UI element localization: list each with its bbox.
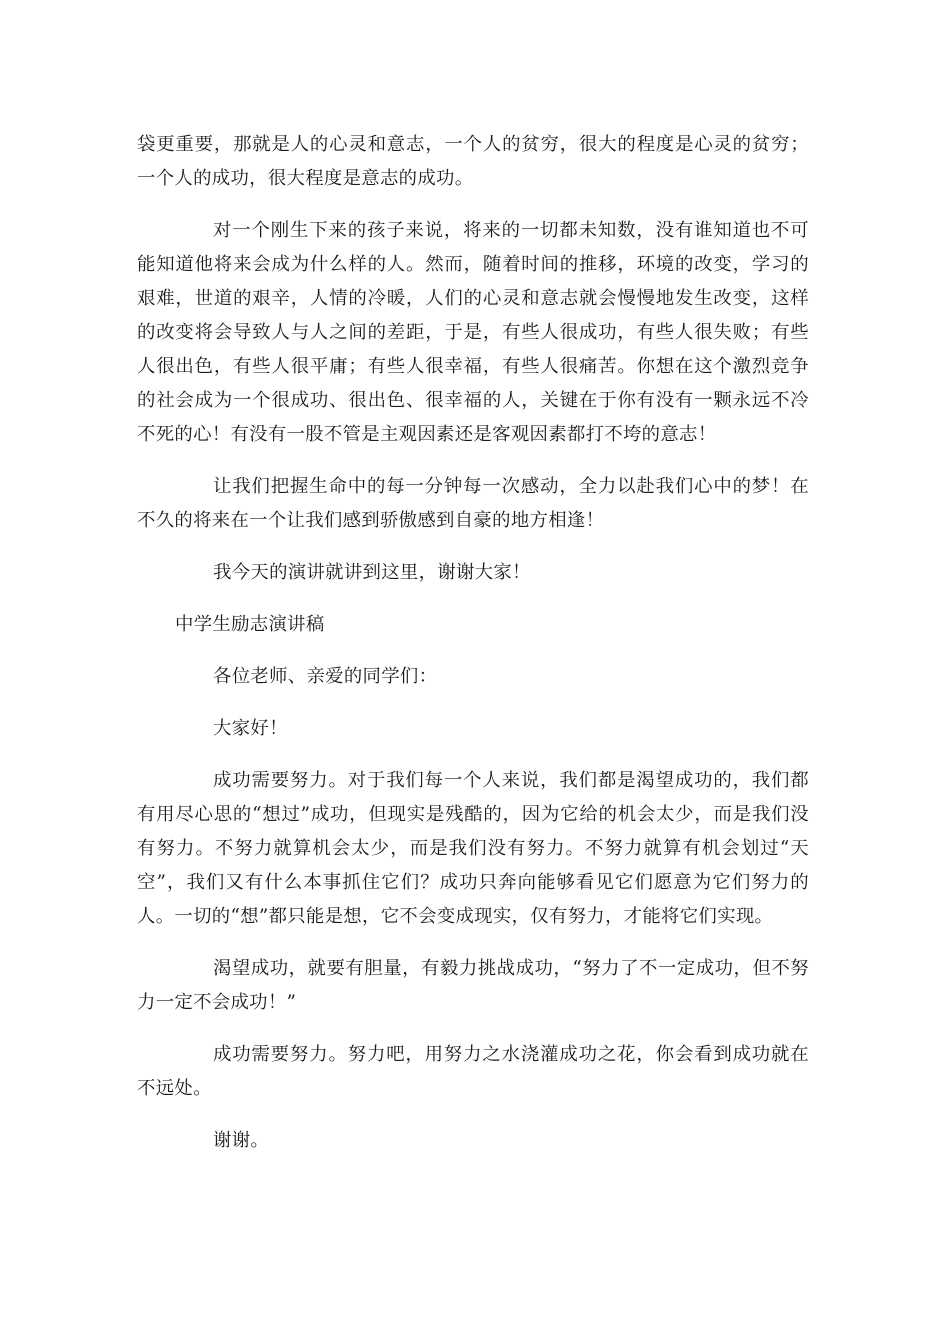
salutation: 各位老师、亲爱的同学们： — [213, 666, 438, 687]
greeting: 大家好！ — [213, 718, 288, 739]
section-title: 中学生励志演讲稿 — [175, 614, 325, 635]
paragraph-thanks: 谢谢。 — [213, 1130, 270, 1151]
paragraph-body: 成功需要努力。努力吧，用努力之水浇灌成功之花，你会看到成功就在不远处。 — [137, 1044, 809, 1099]
paragraph-body: 渴望成功，就要有胆量，有毅力挑战成功，“努力了不一定成功，但不努力一定不会成功！” — [137, 958, 809, 1013]
paragraph-body: 成功需要努力。对于我们每一个人来说，我们都是渴望成功的，我们都有用尽心思的“想过”成功，但现实是残酷的，因为它给的机会太少，而是我们没有努力。不努力就算机会太少，而是我们没有努力。不努力就算有机会划过“天空”，我们又有什么本事抓住它们？成功只奔向能够看见它们愿意为它们努力的人。一切的“想”都只能是想，它不会变成现实，仅有努力，才能将它们实现。 — [137, 770, 809, 927]
paragraph-body: 让我们把握生命中的每一分钟每一次感动，全力以赴我们心中的梦！在不久的将来在一个让我们感到骄傲感到自豪的地方相逢！ — [137, 476, 809, 531]
paragraph-body: 对一个刚生下来的孩子来说，将来的一切都未知数，没有谁知道也不可能知道他将来会成为什么样的人。然而，随着时间的推移，环境的改变，学习的艰难，世道的艰辛，人情的冷暖，人们的心灵和意志就会慢慢地发生改变，这样的改变将会导致人与人之间的差距，于是，有些人很成功，有些人很失败；有些人很出色，有些人很平庸；有些人很幸福，有些人很痛苦。你想在这个激烈竞争的社会成为一个很成功、很出色、很幸福的人，关键在于你有没有一颗永远不冷不死的心！有没有一股不管是主观因素还是客观因素都打不垮的意志！ — [137, 220, 809, 445]
paragraph-closing: 我今天的演讲就讲到这里，谢谢大家！ — [213, 562, 531, 583]
paragraph-continuation: 袋更重要，那就是人的心灵和意志，一个人的贫穷，很大的程度是心灵的贫穷；一个人的成功，很大程度是意志的成功。 — [137, 134, 809, 189]
document-page — [137, 128, 809, 1158]
